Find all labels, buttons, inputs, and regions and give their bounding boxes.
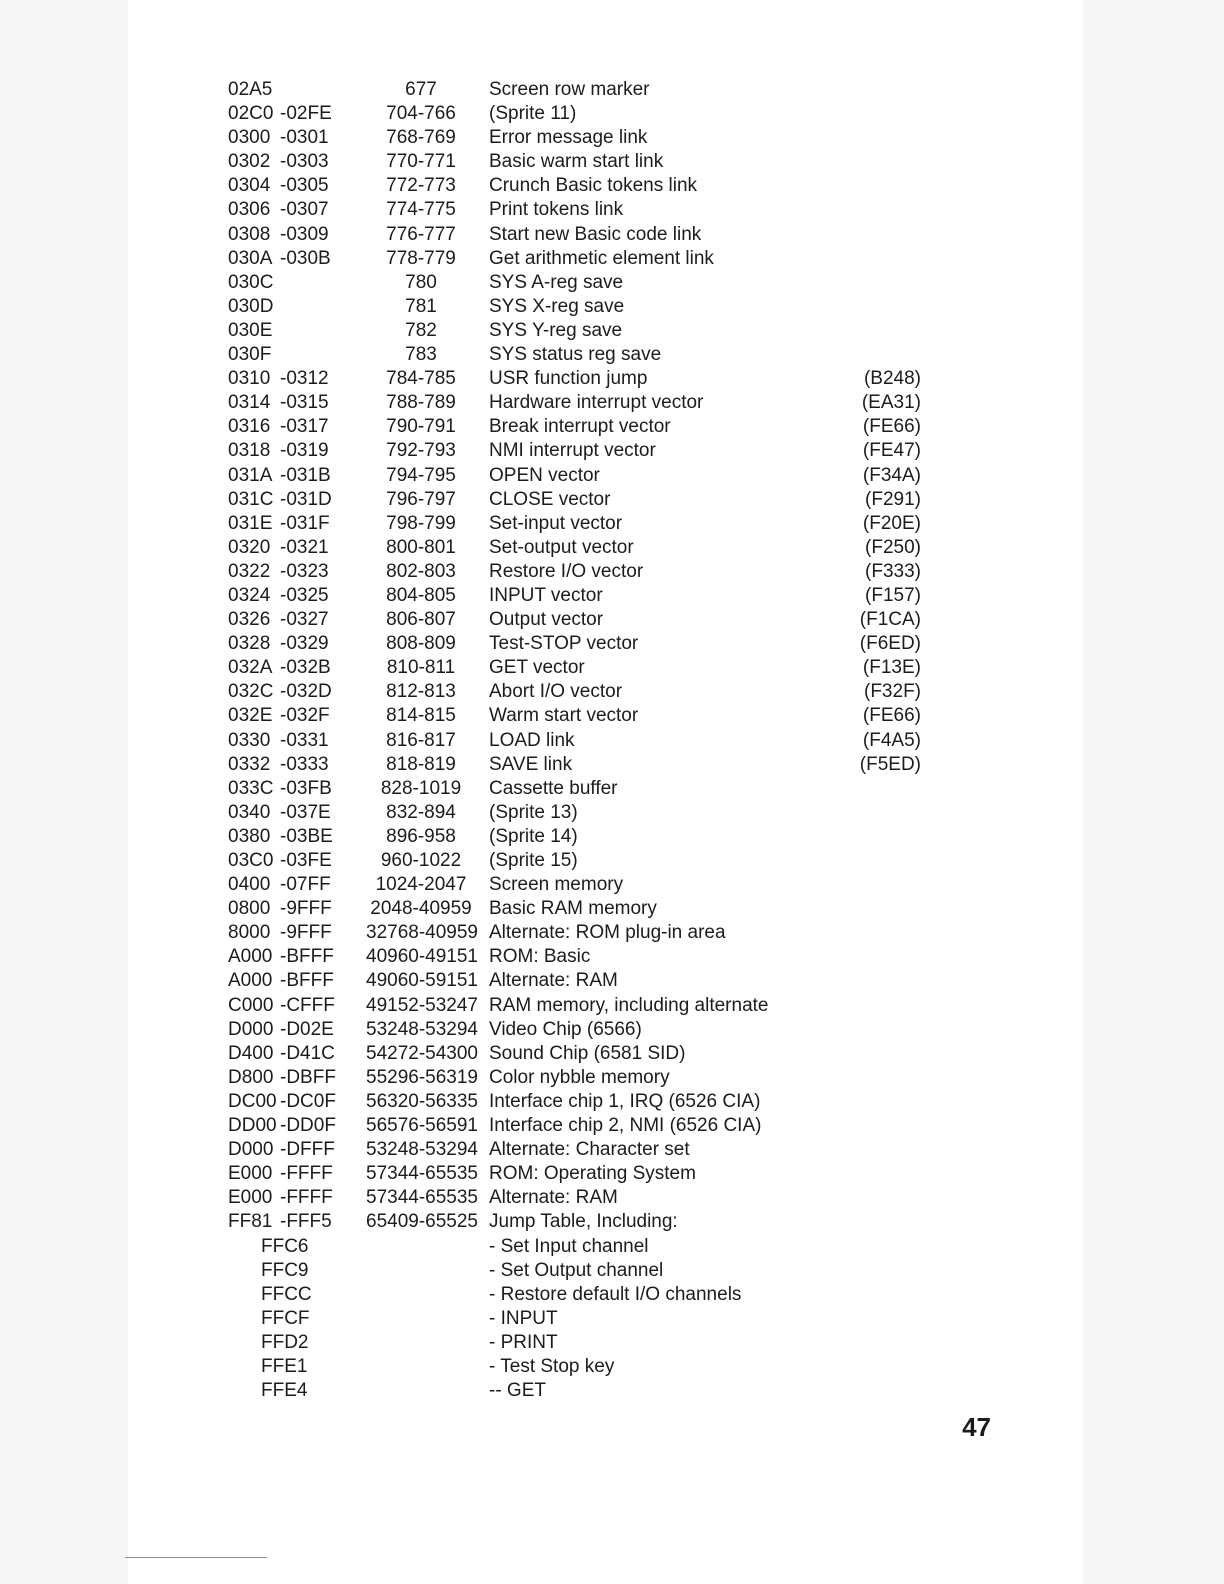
description-cell: Screen row marker xyxy=(489,79,650,100)
decimal-range-cell: 796-797 xyxy=(386,488,456,510)
decimal-range-cell: 804-805 xyxy=(386,584,456,606)
decimal-range-cell: 770-771 xyxy=(386,151,456,173)
decimal-range-cell: 772-773 xyxy=(386,175,456,197)
hex-start-cell: FFD2 xyxy=(261,1331,309,1353)
hex-end-cell: -DD0F xyxy=(280,1115,336,1137)
hex-end-cell: -9FFF xyxy=(280,898,332,920)
hex-start-cell: 0330 xyxy=(228,729,271,751)
hex-start-cell: D000 xyxy=(228,1139,274,1161)
description-cell: USR function jump xyxy=(489,368,648,390)
memory-map-row xyxy=(128,415,1083,439)
memory-map-row xyxy=(128,897,1083,921)
memory-map-row xyxy=(128,343,1083,367)
hex-start-cell: 0306 xyxy=(228,199,271,221)
hex-start-cell: D000 xyxy=(228,1018,274,1040)
description-cell: Error message link xyxy=(489,127,648,149)
description-cell: Screen memory xyxy=(489,874,624,896)
hex-start-cell: 0332 xyxy=(228,753,271,775)
hex-start-cell: 03C0 xyxy=(228,850,274,871)
decimal-range-cell: 49152-53247 xyxy=(366,994,478,1016)
description-cell: Test-STOP vector xyxy=(489,633,639,655)
decimal-range-cell: 65409-65525 xyxy=(366,1211,478,1233)
decimal-range-cell: 55296-56319 xyxy=(366,1066,478,1088)
description-cell: SYS A-reg save xyxy=(489,271,624,293)
hex-end-cell: -03BE xyxy=(280,825,333,847)
memory-map-row xyxy=(128,1138,1083,1162)
hex-end-cell: -FFF5 xyxy=(280,1211,332,1233)
hex-end-cell: -031B xyxy=(280,464,331,486)
description-cell: Set-output vector xyxy=(489,536,634,558)
memory-map-row xyxy=(128,1186,1083,1210)
vector-cell: (F6ED) xyxy=(859,633,921,655)
decimal-range-cell: 800-801 xyxy=(386,536,456,558)
decimal-range-cell: 896-958 xyxy=(386,825,456,847)
hex-start-cell: 0340 xyxy=(228,801,271,823)
hex-end-cell: -03FE xyxy=(280,850,332,871)
hex-start-cell: A000 xyxy=(228,970,273,992)
memory-map-row xyxy=(128,632,1083,656)
memory-map-row xyxy=(128,1066,1083,1090)
memory-map-row xyxy=(128,608,1083,632)
hex-end-cell: -032B xyxy=(280,657,331,679)
hex-start-cell: 0316 xyxy=(228,416,271,438)
description-cell: Set-input vector xyxy=(489,512,623,534)
description-cell: SYS X-reg save xyxy=(489,295,625,317)
description-cell: Get arithmetic element link xyxy=(489,247,714,269)
footer-rule xyxy=(125,1557,267,1558)
decimal-range-cell: 832-894 xyxy=(386,801,456,823)
description-cell: Color nybble memory xyxy=(489,1066,670,1088)
description-cell: RAM memory, including alternate xyxy=(489,994,769,1016)
hex-start-cell: A000 xyxy=(228,946,273,968)
decimal-range-cell: 32768-40959 xyxy=(366,922,478,944)
memory-map-row xyxy=(128,1090,1083,1114)
memory-map-row xyxy=(128,247,1083,271)
memory-map-row xyxy=(128,1259,1083,1283)
vector-cell: (F20E) xyxy=(862,512,921,534)
memory-map-row xyxy=(128,1331,1083,1355)
memory-map-row xyxy=(128,78,1083,102)
memory-map-row xyxy=(128,1283,1083,1307)
hex-start-cell: 031E xyxy=(228,512,273,534)
hex-start-cell: 0328 xyxy=(228,633,271,655)
hex-start-cell: 0302 xyxy=(228,151,271,173)
memory-map-row xyxy=(128,367,1083,391)
memory-map-row xyxy=(128,1210,1083,1234)
description-cell: OPEN vector xyxy=(489,464,600,486)
decimal-range-cell: 790-791 xyxy=(386,416,456,438)
hex-end-cell: -02FE xyxy=(280,103,332,125)
memory-map-row xyxy=(128,777,1083,801)
description-cell: Interface chip 1, IRQ (6526 CIA) xyxy=(489,1090,761,1112)
hex-end-cell: -0301 xyxy=(280,127,329,149)
memory-map-row xyxy=(128,753,1083,777)
hex-start-cell: DC00 xyxy=(228,1090,277,1112)
hex-start-cell: FFCC xyxy=(261,1283,312,1305)
hex-end-cell: -0315 xyxy=(280,392,329,414)
description-cell: (Sprite 13) xyxy=(489,801,578,823)
decimal-range-cell: 812-813 xyxy=(386,681,456,703)
hex-end-cell: -BFFF xyxy=(280,970,334,992)
hex-end-cell: -031F xyxy=(280,512,330,534)
hex-end-cell: -0305 xyxy=(280,175,329,197)
description-cell: - Restore default I/O channels xyxy=(489,1283,742,1305)
memory-map-row xyxy=(128,223,1083,247)
vector-cell: (F250) xyxy=(865,536,921,558)
hex-end-cell: -0307 xyxy=(280,199,329,221)
memory-map-row xyxy=(128,801,1083,825)
description-cell: - PRINT xyxy=(489,1331,558,1353)
description-cell: Cassette buffer xyxy=(489,777,618,799)
hex-start-cell: 0300 xyxy=(228,127,271,149)
hex-start-cell: 030E xyxy=(228,319,273,341)
hex-start-cell: 0326 xyxy=(228,609,271,631)
decimal-range-cell: 792-793 xyxy=(386,440,456,462)
decimal-range-cell: 56576-56591 xyxy=(366,1115,478,1137)
hex-end-cell: -D41C xyxy=(280,1042,335,1064)
description-cell: (Sprite 11) xyxy=(489,103,577,125)
hex-end-cell: -9FFF xyxy=(280,922,332,944)
description-cell: - Set Input channel xyxy=(489,1235,649,1257)
vector-cell: (F32F) xyxy=(864,681,921,703)
decimal-range-cell: 828-1019 xyxy=(380,777,462,799)
memory-map-row xyxy=(128,825,1083,849)
vector-cell: (B248) xyxy=(863,368,921,390)
memory-map-row xyxy=(128,174,1083,198)
decimal-range-cell: 788-789 xyxy=(386,392,456,414)
decimal-range-cell: 57344-65535 xyxy=(366,1187,478,1209)
description-cell: Break interrupt vector xyxy=(489,416,671,438)
hex-start-cell: C000 xyxy=(228,994,274,1016)
vector-cell: (F13E) xyxy=(862,657,921,679)
vector-cell: (F1CA) xyxy=(859,609,921,631)
vector-cell: (EA31) xyxy=(861,392,921,414)
hex-start-cell: 0324 xyxy=(228,584,271,606)
hex-start-cell: FFC6 xyxy=(261,1235,309,1257)
decimal-range-cell: 778-779 xyxy=(386,247,456,269)
document-page xyxy=(128,0,1083,1584)
description-cell: LOAD link xyxy=(489,729,575,751)
decimal-range-cell: 53248-53294 xyxy=(366,1018,478,1040)
decimal-range-cell: 960-1022 xyxy=(380,850,462,871)
decimal-range-cell: 806-807 xyxy=(386,609,456,631)
description-cell: Start new Basic code link xyxy=(489,223,702,245)
hex-start-cell: 8000 xyxy=(228,922,271,944)
hex-start-cell: 0800 xyxy=(228,898,271,920)
description-cell: GET vector xyxy=(489,657,585,679)
hex-start-cell: 032A xyxy=(228,657,273,679)
memory-map-row xyxy=(128,1162,1083,1186)
memory-map-row xyxy=(128,391,1083,415)
hex-start-cell: FFE4 xyxy=(261,1380,308,1402)
description-cell: SAVE link xyxy=(489,753,573,775)
hex-start-cell: 030C xyxy=(228,271,274,293)
decimal-range-cell: 818-819 xyxy=(386,753,456,775)
decimal-range-cell: 54272-54300 xyxy=(366,1042,478,1064)
description-cell: Jump Table, Including: xyxy=(489,1211,678,1233)
hex-start-cell: 032E xyxy=(228,705,273,727)
memory-map-row xyxy=(128,1379,1083,1403)
vector-cell: (F34A) xyxy=(862,464,921,486)
description-cell: Alternate: RAM xyxy=(489,970,618,992)
vector-cell: (FE66) xyxy=(862,705,921,727)
description-cell: Crunch Basic tokens link xyxy=(489,175,698,197)
memory-map-row xyxy=(128,271,1083,295)
decimal-range-cell: 794-795 xyxy=(386,464,456,486)
memory-map-row xyxy=(128,295,1083,319)
decimal-range-cell: 810-811 xyxy=(386,657,456,679)
description-cell: Basic warm start link xyxy=(489,151,664,173)
hex-start-cell: D400 xyxy=(228,1042,274,1064)
memory-map-row xyxy=(128,994,1083,1018)
decimal-range-cell: 798-799 xyxy=(386,512,456,534)
hex-start-cell: 030D xyxy=(228,295,274,317)
memory-map-row xyxy=(128,729,1083,753)
description-cell: Basic RAM memory xyxy=(489,898,657,920)
description-cell: - Test Stop key xyxy=(489,1355,615,1377)
memory-map-row xyxy=(128,536,1083,560)
hex-start-cell: 0322 xyxy=(228,560,271,582)
decimal-range-cell: 774-775 xyxy=(386,199,456,221)
hex-end-cell: -0312 xyxy=(280,368,329,390)
hex-start-cell: E000 xyxy=(228,1163,273,1185)
decimal-range-cell: 802-803 xyxy=(386,560,456,582)
description-cell: Hardware interrupt vector xyxy=(489,392,704,414)
hex-end-cell: -0309 xyxy=(280,223,329,245)
hex-start-cell: 033C xyxy=(228,777,274,799)
hex-start-cell: 0318 xyxy=(228,440,271,462)
description-cell: Video Chip (6566) xyxy=(489,1018,642,1040)
hex-end-cell: -0331 xyxy=(280,729,329,751)
hex-end-cell: -FFFF xyxy=(280,1163,333,1185)
hex-end-cell: -0327 xyxy=(280,609,329,631)
description-cell: Output vector xyxy=(489,609,604,631)
hex-start-cell: 030A xyxy=(228,247,273,269)
memory-map-row xyxy=(128,102,1083,126)
decimal-range-cell: 776-777 xyxy=(386,223,456,245)
hex-start-cell: D800 xyxy=(228,1066,274,1088)
description-cell: Sound Chip (6581 SID) xyxy=(489,1042,686,1064)
hex-start-cell: DD00 xyxy=(228,1115,277,1137)
description-cell: Restore I/O vector xyxy=(489,560,644,582)
decimal-range-cell: 49060-59151 xyxy=(366,970,478,992)
description-cell: SYS Y-reg save xyxy=(489,319,623,341)
decimal-range-cell: 2048-40959 xyxy=(370,898,472,920)
memory-map-row xyxy=(128,680,1083,704)
description-cell: CLOSE vector xyxy=(489,488,611,510)
memory-map-row xyxy=(128,150,1083,174)
hex-start-cell: 032C xyxy=(228,681,274,703)
description-cell: ROM: Basic xyxy=(489,946,591,968)
decimal-range-cell: 816-817 xyxy=(386,729,456,751)
memory-map-row xyxy=(128,849,1083,873)
description-cell: Warm start vector xyxy=(489,705,639,727)
hex-end-cell: -037E xyxy=(280,801,331,823)
memory-map-row xyxy=(128,921,1083,945)
vector-cell: (F333) xyxy=(865,560,921,582)
hex-start-cell: 0320 xyxy=(228,536,271,558)
decimal-range-cell: 780 xyxy=(405,271,437,293)
hex-end-cell: -CFFF xyxy=(280,994,335,1016)
memory-map-row xyxy=(128,656,1083,680)
hex-end-cell: -DFFF xyxy=(280,1139,335,1161)
hex-start-cell: 0400 xyxy=(228,874,271,896)
decimal-range-cell: 781 xyxy=(405,295,437,317)
decimal-range-cell: 56320-56335 xyxy=(366,1090,478,1112)
description-cell: Abort I/O vector xyxy=(489,681,623,703)
hex-start-cell: 02A5 xyxy=(228,79,273,100)
page-number: 47 xyxy=(962,1412,991,1442)
description-cell: (Sprite 15) xyxy=(489,850,578,871)
description-cell: Alternate: RAM xyxy=(489,1187,618,1209)
description-cell: -- GET xyxy=(489,1380,546,1402)
hex-end-cell: -0323 xyxy=(280,560,329,582)
memory-map-row xyxy=(128,560,1083,584)
hex-end-cell: -03FB xyxy=(280,777,332,799)
decimal-range-cell: 677 xyxy=(405,79,437,100)
decimal-range-cell: 783 xyxy=(405,344,437,366)
decimal-range-cell: 784-785 xyxy=(386,368,456,390)
memory-map-row xyxy=(128,945,1083,969)
vector-cell: (F157) xyxy=(865,584,921,606)
hex-end-cell: -DC0F xyxy=(280,1090,336,1112)
decimal-range-cell: 768-769 xyxy=(386,127,456,149)
memory-map-table xyxy=(128,78,1083,1403)
memory-map-row xyxy=(128,1355,1083,1379)
memory-map-row xyxy=(128,319,1083,343)
hex-start-cell: 0380 xyxy=(228,825,271,847)
decimal-range-cell: 1024-2047 xyxy=(375,874,467,896)
description-cell: Alternate: ROM plug-in area xyxy=(489,922,726,944)
memory-map-row xyxy=(128,488,1083,512)
memory-map-row xyxy=(128,1018,1083,1042)
hex-end-cell: -0317 xyxy=(280,416,329,438)
description-cell: NMI interrupt vector xyxy=(489,440,656,462)
decimal-range-cell: 704-766 xyxy=(386,103,456,125)
memory-map-row xyxy=(128,584,1083,608)
hex-start-cell: FFE1 xyxy=(261,1355,308,1377)
memory-map-row xyxy=(128,1307,1083,1331)
description-cell: - Set Output channel xyxy=(489,1259,664,1281)
hex-end-cell: -DBFF xyxy=(280,1066,336,1088)
vector-cell: (F291) xyxy=(865,488,921,510)
memory-map-row xyxy=(128,439,1083,463)
description-cell: Interface chip 2, NMI (6526 CIA) xyxy=(489,1115,762,1137)
hex-end-cell: -032D xyxy=(280,681,332,703)
hex-end-cell: -030B xyxy=(280,247,331,269)
hex-start-cell: FFCF xyxy=(261,1307,310,1329)
memory-map-row xyxy=(128,873,1083,897)
description-cell: Print tokens link xyxy=(489,199,624,221)
hex-start-cell: 02C0 xyxy=(228,103,274,125)
hex-end-cell: -0321 xyxy=(280,536,329,558)
hex-end-cell: -031D xyxy=(280,488,332,510)
hex-end-cell: -D02E xyxy=(280,1018,334,1040)
memory-map-row xyxy=(128,1114,1083,1138)
description-cell: (Sprite 14) xyxy=(489,825,578,847)
vector-cell: (F5ED) xyxy=(859,753,921,775)
hex-end-cell: -FFFF xyxy=(280,1187,333,1209)
vector-cell: (F4A5) xyxy=(862,729,921,751)
memory-map-row xyxy=(128,1042,1083,1066)
decimal-range-cell: 782 xyxy=(405,319,437,341)
memory-map-row xyxy=(128,126,1083,150)
hex-start-cell: 030F xyxy=(228,344,272,366)
memory-map-row xyxy=(128,198,1083,222)
hex-start-cell: 0304 xyxy=(228,175,271,197)
hex-end-cell: -0333 xyxy=(280,753,329,775)
hex-start-cell: FF81 xyxy=(228,1211,273,1233)
hex-end-cell: -BFFF xyxy=(280,946,334,968)
memory-map-row xyxy=(128,512,1083,536)
memory-map-row xyxy=(128,464,1083,488)
hex-end-cell: -0303 xyxy=(280,151,329,173)
decimal-range-cell: 57344-65535 xyxy=(366,1163,478,1185)
hex-end-cell: -07FF xyxy=(280,874,331,896)
hex-start-cell: 0314 xyxy=(228,392,271,414)
hex-start-cell: E000 xyxy=(228,1187,273,1209)
hex-end-cell: -032F xyxy=(280,705,330,727)
memory-map-row xyxy=(128,1235,1083,1259)
memory-map-row xyxy=(128,969,1083,993)
description-cell: INPUT vector xyxy=(489,584,603,606)
decimal-range-cell: 40960-49151 xyxy=(366,946,478,968)
hex-start-cell: 0310 xyxy=(228,368,271,390)
decimal-range-cell: 53248-53294 xyxy=(366,1139,478,1161)
decimal-range-cell: 814-815 xyxy=(386,705,456,727)
description-cell: Alternate: Character set xyxy=(489,1139,690,1161)
description-cell: - INPUT xyxy=(489,1307,558,1329)
description-cell: ROM: Operating System xyxy=(489,1163,696,1185)
hex-end-cell: -0325 xyxy=(280,584,329,606)
hex-start-cell: 0308 xyxy=(228,223,271,245)
hex-end-cell: -0319 xyxy=(280,440,329,462)
vector-cell: (FE47) xyxy=(862,440,921,462)
vector-cell: (FE66) xyxy=(862,416,921,438)
description-cell: SYS status reg save xyxy=(489,344,662,366)
hex-start-cell: 031C xyxy=(228,488,274,510)
memory-map-row xyxy=(128,704,1083,728)
decimal-range-cell: 808-809 xyxy=(386,633,456,655)
hex-start-cell: 031A xyxy=(228,464,273,486)
hex-start-cell: FFC9 xyxy=(261,1259,309,1281)
hex-end-cell: -0329 xyxy=(280,633,329,655)
